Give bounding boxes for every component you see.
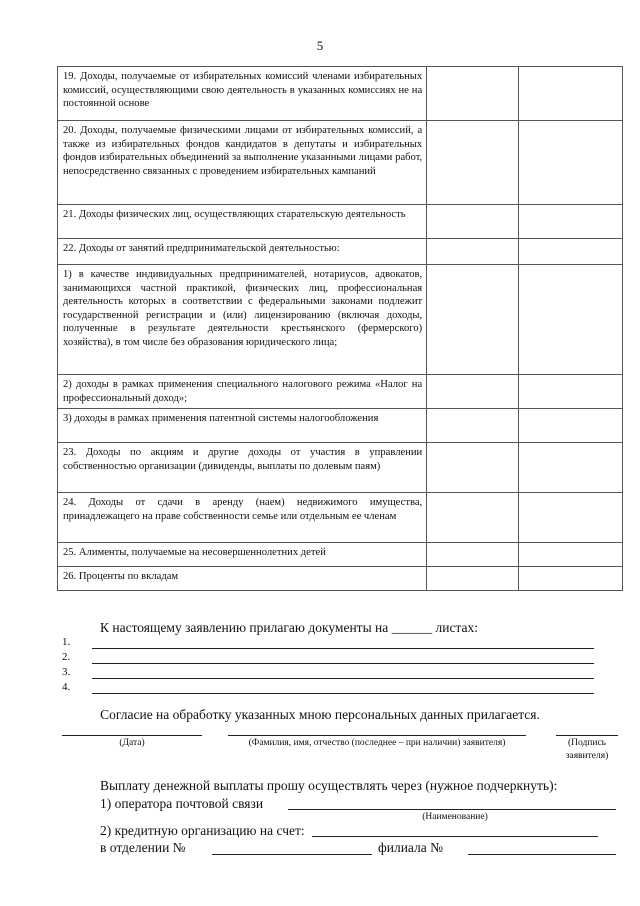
income-period-cell[interactable] [427,375,519,409]
income-period-cell[interactable] [427,567,519,591]
income-type-cell: 25. Алименты, получаемые на несовершеннолетних детей [58,543,427,567]
income-amount-cell[interactable] [518,409,622,443]
income-type-cell: 2) доходы в рамках применения специального налогового режима «Налог на профессиональный доход»; [58,375,427,409]
attachment-number-4: 4. [62,681,71,693]
table-row [58,67,623,121]
fullname-line[interactable] [228,733,526,736]
income-amount-cell[interactable] [518,375,622,409]
consent-statement: Согласие на обработку указанных мною персональных данных прилагается. [100,707,540,722]
date-line[interactable] [62,733,202,736]
post-operator-sublabel: (Наименование) [422,812,488,822]
table-row [58,375,623,409]
income-period-cell[interactable] [427,409,519,443]
income-type-cell: 3) доходы в рамках применения патентной системы налогообложения [58,409,427,443]
table-row [58,567,623,591]
income-amount-cell[interactable] [518,67,622,121]
attachments-heading: К настоящему заявлению прилагаю документы на ______ листах: [100,620,478,635]
table-row [58,239,623,265]
post-operator-line[interactable] [288,797,616,810]
income-period-cell[interactable] [427,239,519,265]
attachment-line-4[interactable] [92,681,594,694]
income-amount-cell[interactable] [518,567,622,591]
branch-label: в отделении № [100,840,186,855]
income-amount-cell[interactable] [518,493,622,543]
income-type-cell: 26. Проценты по вкладам [58,567,427,591]
income-type-cell: 22. Доходы от занятий предпринимательской деятельностью: [58,239,427,265]
income-type-cell: 19. Доходы, получаемые от избирательных комиссий членами избирательных комиссий, осуществляющими свою деятельность в указанных комиссиях не на постоянной основе [58,67,427,121]
filial-label: филиала № [378,840,444,855]
income-period-cell[interactable] [427,67,519,121]
payment-option-post[interactable]: 1) оператора почтовой связи [100,796,264,811]
table-row [58,543,623,567]
attachment-number-2: 2. [62,651,71,663]
date-label: (Дата) [119,738,145,748]
signature-label-2: заявителя) [565,751,609,761]
income-table [57,66,623,591]
table-row [58,409,623,443]
table-row [58,265,623,375]
table-row [58,493,623,543]
bank-account-line[interactable] [312,823,598,837]
table-row [58,205,623,239]
table-row [58,121,623,205]
income-period-cell[interactable] [427,543,519,567]
income-amount-cell[interactable] [518,443,622,493]
income-period-cell[interactable] [427,121,519,205]
income-type-cell: 21. Доходы физических лиц, осуществляющих старательскую деятельность [58,205,427,239]
income-period-cell[interactable] [427,493,519,543]
fullname-label: (Фамилия, имя, отчество (последнее – при наличии) заявителя) [248,738,506,748]
income-type-cell: 23. Доходы по акциям и другие доходы от участия в управлении собственностью организации (дивиденды, выплаты по долевым паям) [58,443,427,493]
payment-heading: Выплату денежной выплаты прошу осуществлять через (нужное подчеркнуть): [100,778,558,793]
income-type-cell: 1) в качестве индивидуальных предпринимателей, нотариусов, адвокатов, занимающихся частной практикой, физических лиц, профессиональная деятельность которых в соответствии с федеральными законами подлежит государственной регистрации и (или) лицензированию (включая доходы, полученные в результате деятельности крестьянского (фермерского) хозяйства), в том числе без образования юридического лица; [58,265,427,375]
attachment-number-1: 1. [62,636,71,648]
income-amount-cell[interactable] [518,205,622,239]
income-amount-cell[interactable] [518,543,622,567]
branch-number-line[interactable] [212,842,372,855]
income-type-cell: 24. Доходы от сдачи в аренду (наем) недвижимого имущества, принадлежащего на праве собственности семье или отдельным ее членам [58,493,427,543]
income-period-cell[interactable] [427,443,519,493]
page-number: 5 [316,38,324,53]
income-period-cell[interactable] [427,265,519,375]
income-amount-cell[interactable] [518,121,622,205]
filial-number-line[interactable] [468,842,616,855]
income-type-cell: 20. Доходы, получаемые физическими лицами от избирательных комиссий, а также из избирательных фондов кандидатов в депутаты и избирательных фондов избирательных объединений за выполнение указанными лицами работ, непосредственно связанных с проведением избирательных кампаний [58,121,427,205]
signature-line[interactable] [556,733,618,736]
income-amount-cell[interactable] [518,239,622,265]
attachment-line-3[interactable] [92,666,594,679]
signature-label-1: (Подпись [567,738,607,748]
income-period-cell[interactable] [427,205,519,239]
attachment-number-3: 3. [62,666,71,678]
payment-option-bank[interactable]: 2) кредитную организацию на счет: [100,823,305,838]
table-row [58,443,623,493]
attachment-line-2[interactable] [92,651,594,664]
attachment-line-1[interactable] [92,636,594,649]
income-amount-cell[interactable] [518,265,622,375]
